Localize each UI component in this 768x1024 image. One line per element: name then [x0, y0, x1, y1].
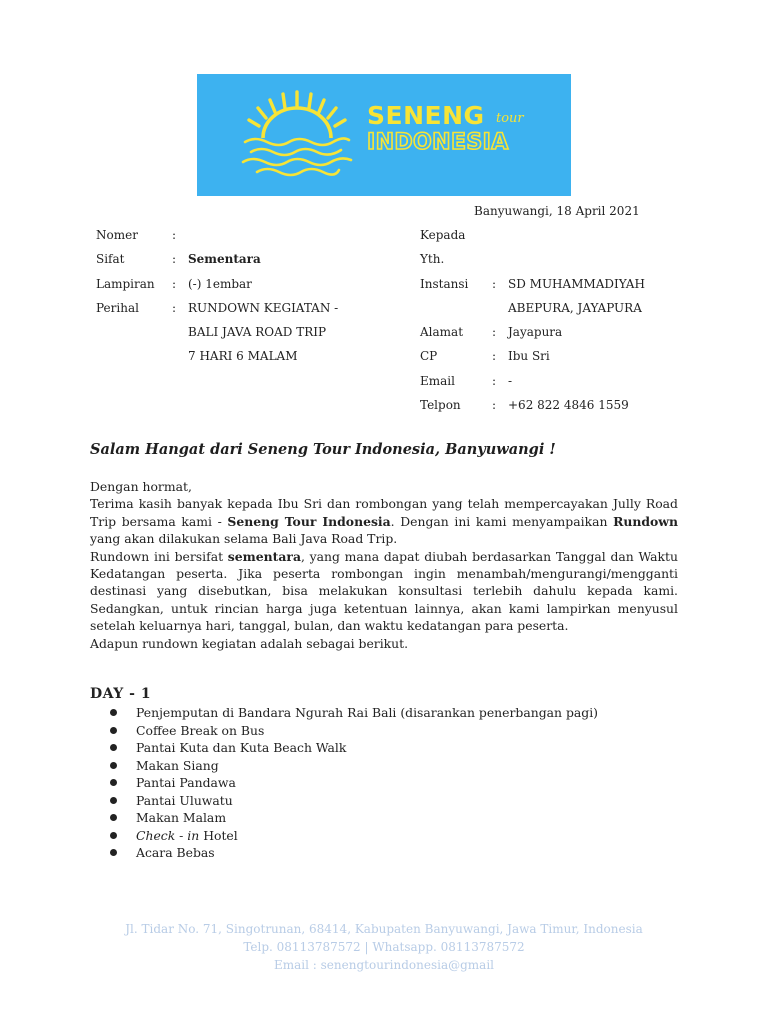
list-item: Pantai Uluwatu — [110, 792, 598, 810]
field-label-kepada: Kepada — [420, 228, 466, 242]
field-value-sifat: Sementara — [188, 252, 261, 266]
list-item: Pantai Kuta dan Kuta Beach Walk — [110, 739, 598, 757]
bullet-icon — [110, 797, 117, 804]
company-logo — [197, 74, 571, 196]
field-label-alamat: Alamat — [420, 325, 464, 339]
day-1-itinerary — [110, 704, 598, 862]
paragraph-thanks: Terima kasih banyak kepada Ibu Sri dan rombongan yang telah mempercayakan Jully Road Trip bersama kami - Seneng Tour Indonesia. Dengan ini kami menyampaikan Rundown yang akan dilakukan selama Bali Java Road Trip. — [90, 496, 678, 547]
list-item: Acara Bebas — [110, 844, 598, 862]
bullet-icon — [110, 727, 117, 734]
sun-waves-icon — [237, 86, 357, 184]
bullet-icon — [110, 849, 117, 856]
field-value-lampiran: (-) 1embar — [188, 277, 252, 291]
field-label-yth: Yth. — [420, 252, 445, 266]
field-label-telpon: Telpon — [420, 398, 461, 412]
bullet-icon — [110, 832, 117, 839]
list-item: Makan Siang — [110, 757, 598, 775]
logo-brand-tour: tour — [496, 111, 524, 126]
field-label-instansi: Instansi — [420, 277, 469, 291]
logo-brand-line2: INDONESIA — [367, 130, 509, 155]
footer-phone: Telp. 08113787572 | Whatsapp. 08113787572 — [243, 940, 525, 954]
field-label-nomer: Nomer — [96, 228, 138, 242]
day-1-heading: DAY - 1 — [90, 686, 152, 702]
field-value-instansi-line2: ABEPURA, JAYAPURA — [508, 301, 642, 315]
field-value-instansi-line1: SD MUHAMMADIYAH — [508, 277, 645, 291]
field-sep: : — [172, 301, 177, 315]
field-label-cp: CP — [420, 349, 438, 363]
letter-body — [90, 478, 678, 652]
paragraph-rundown-note: Rundown ini bersifat sementara, yang mana dapat diubah berdasarkan Tanggal dan Waktu Kedatangan peserta. Jika peserta rombongan ingin menambah/mengurangi/mengganti destinasi yang disebutkan, bisa melakukan konsultasi terlebih dahulu kepada kami. Sedangkan, untuk rincian harga juga ketentuan lainnya, akan kami lampirkan menyusul setelah keluarnya hari, tanggal, bulan, dan waktu kedatangan para peserta. — [90, 548, 678, 634]
field-label-lampiran: Lampiran — [96, 277, 155, 291]
field-sep: : — [492, 325, 497, 339]
field-value-perihal-line2: BALI JAVA ROAD TRIP — [188, 325, 327, 339]
bullet-icon — [110, 762, 117, 769]
field-sep: : — [492, 374, 497, 388]
list-item: Pantai Pandawa — [110, 774, 598, 792]
field-sep: : — [172, 252, 177, 266]
field-sep: : — [492, 277, 497, 291]
bullet-icon — [110, 779, 117, 786]
bullet-icon — [110, 709, 117, 716]
field-label-sifat: Sifat — [96, 252, 125, 266]
list-item: Penjemputan di Bandara Ngurah Rai Bali (disarankan penerbangan pagi) — [110, 704, 598, 722]
field-value-perihal-line1: RUNDOWN KEGIATAN - — [188, 301, 339, 315]
bullet-icon — [110, 814, 117, 821]
field-value-email: - — [508, 374, 513, 388]
footer-address: Jl. Tidar No. 71, Singotrunan, 68414, Kabupaten Banyuwangi, Jawa Timur, Indonesia — [125, 922, 643, 936]
field-sep: : — [172, 228, 177, 242]
greeting-heading: Salam Hangat dari Seneng Tour Indonesia, Banyuwangi ! — [90, 441, 556, 458]
field-label-perihal: Perihal — [96, 301, 139, 315]
logo-brand-line1: SENENG — [367, 101, 485, 130]
field-value-alamat: Jayapura — [508, 325, 563, 339]
field-value-perihal-line3: 7 HARI 6 MALAM — [188, 349, 298, 363]
bullet-icon — [110, 744, 117, 751]
field-sep: : — [492, 398, 497, 412]
letter-footer — [0, 920, 768, 974]
place-date: Banyuwangi, 18 April 2021 — [474, 204, 640, 218]
field-value-telpon: +62 822 4846 1559 — [508, 398, 629, 412]
paragraph-intro-list: Adapun rundown kegiatan adalah sebagai berikut. — [90, 635, 409, 651]
field-sep: : — [492, 349, 497, 363]
field-label-email: Email — [420, 374, 455, 388]
field-sep: : — [172, 277, 177, 291]
list-item: Check - in Hotel — [110, 827, 598, 845]
list-item: Makan Malam — [110, 809, 598, 827]
list-item: Coffee Break on Bus — [110, 722, 598, 740]
opening-line: Dengan hormat, — [90, 479, 192, 494]
field-value-cp: Ibu Sri — [508, 349, 550, 363]
footer-email: Email : senengtourindonesia@gmail — [274, 958, 494, 972]
